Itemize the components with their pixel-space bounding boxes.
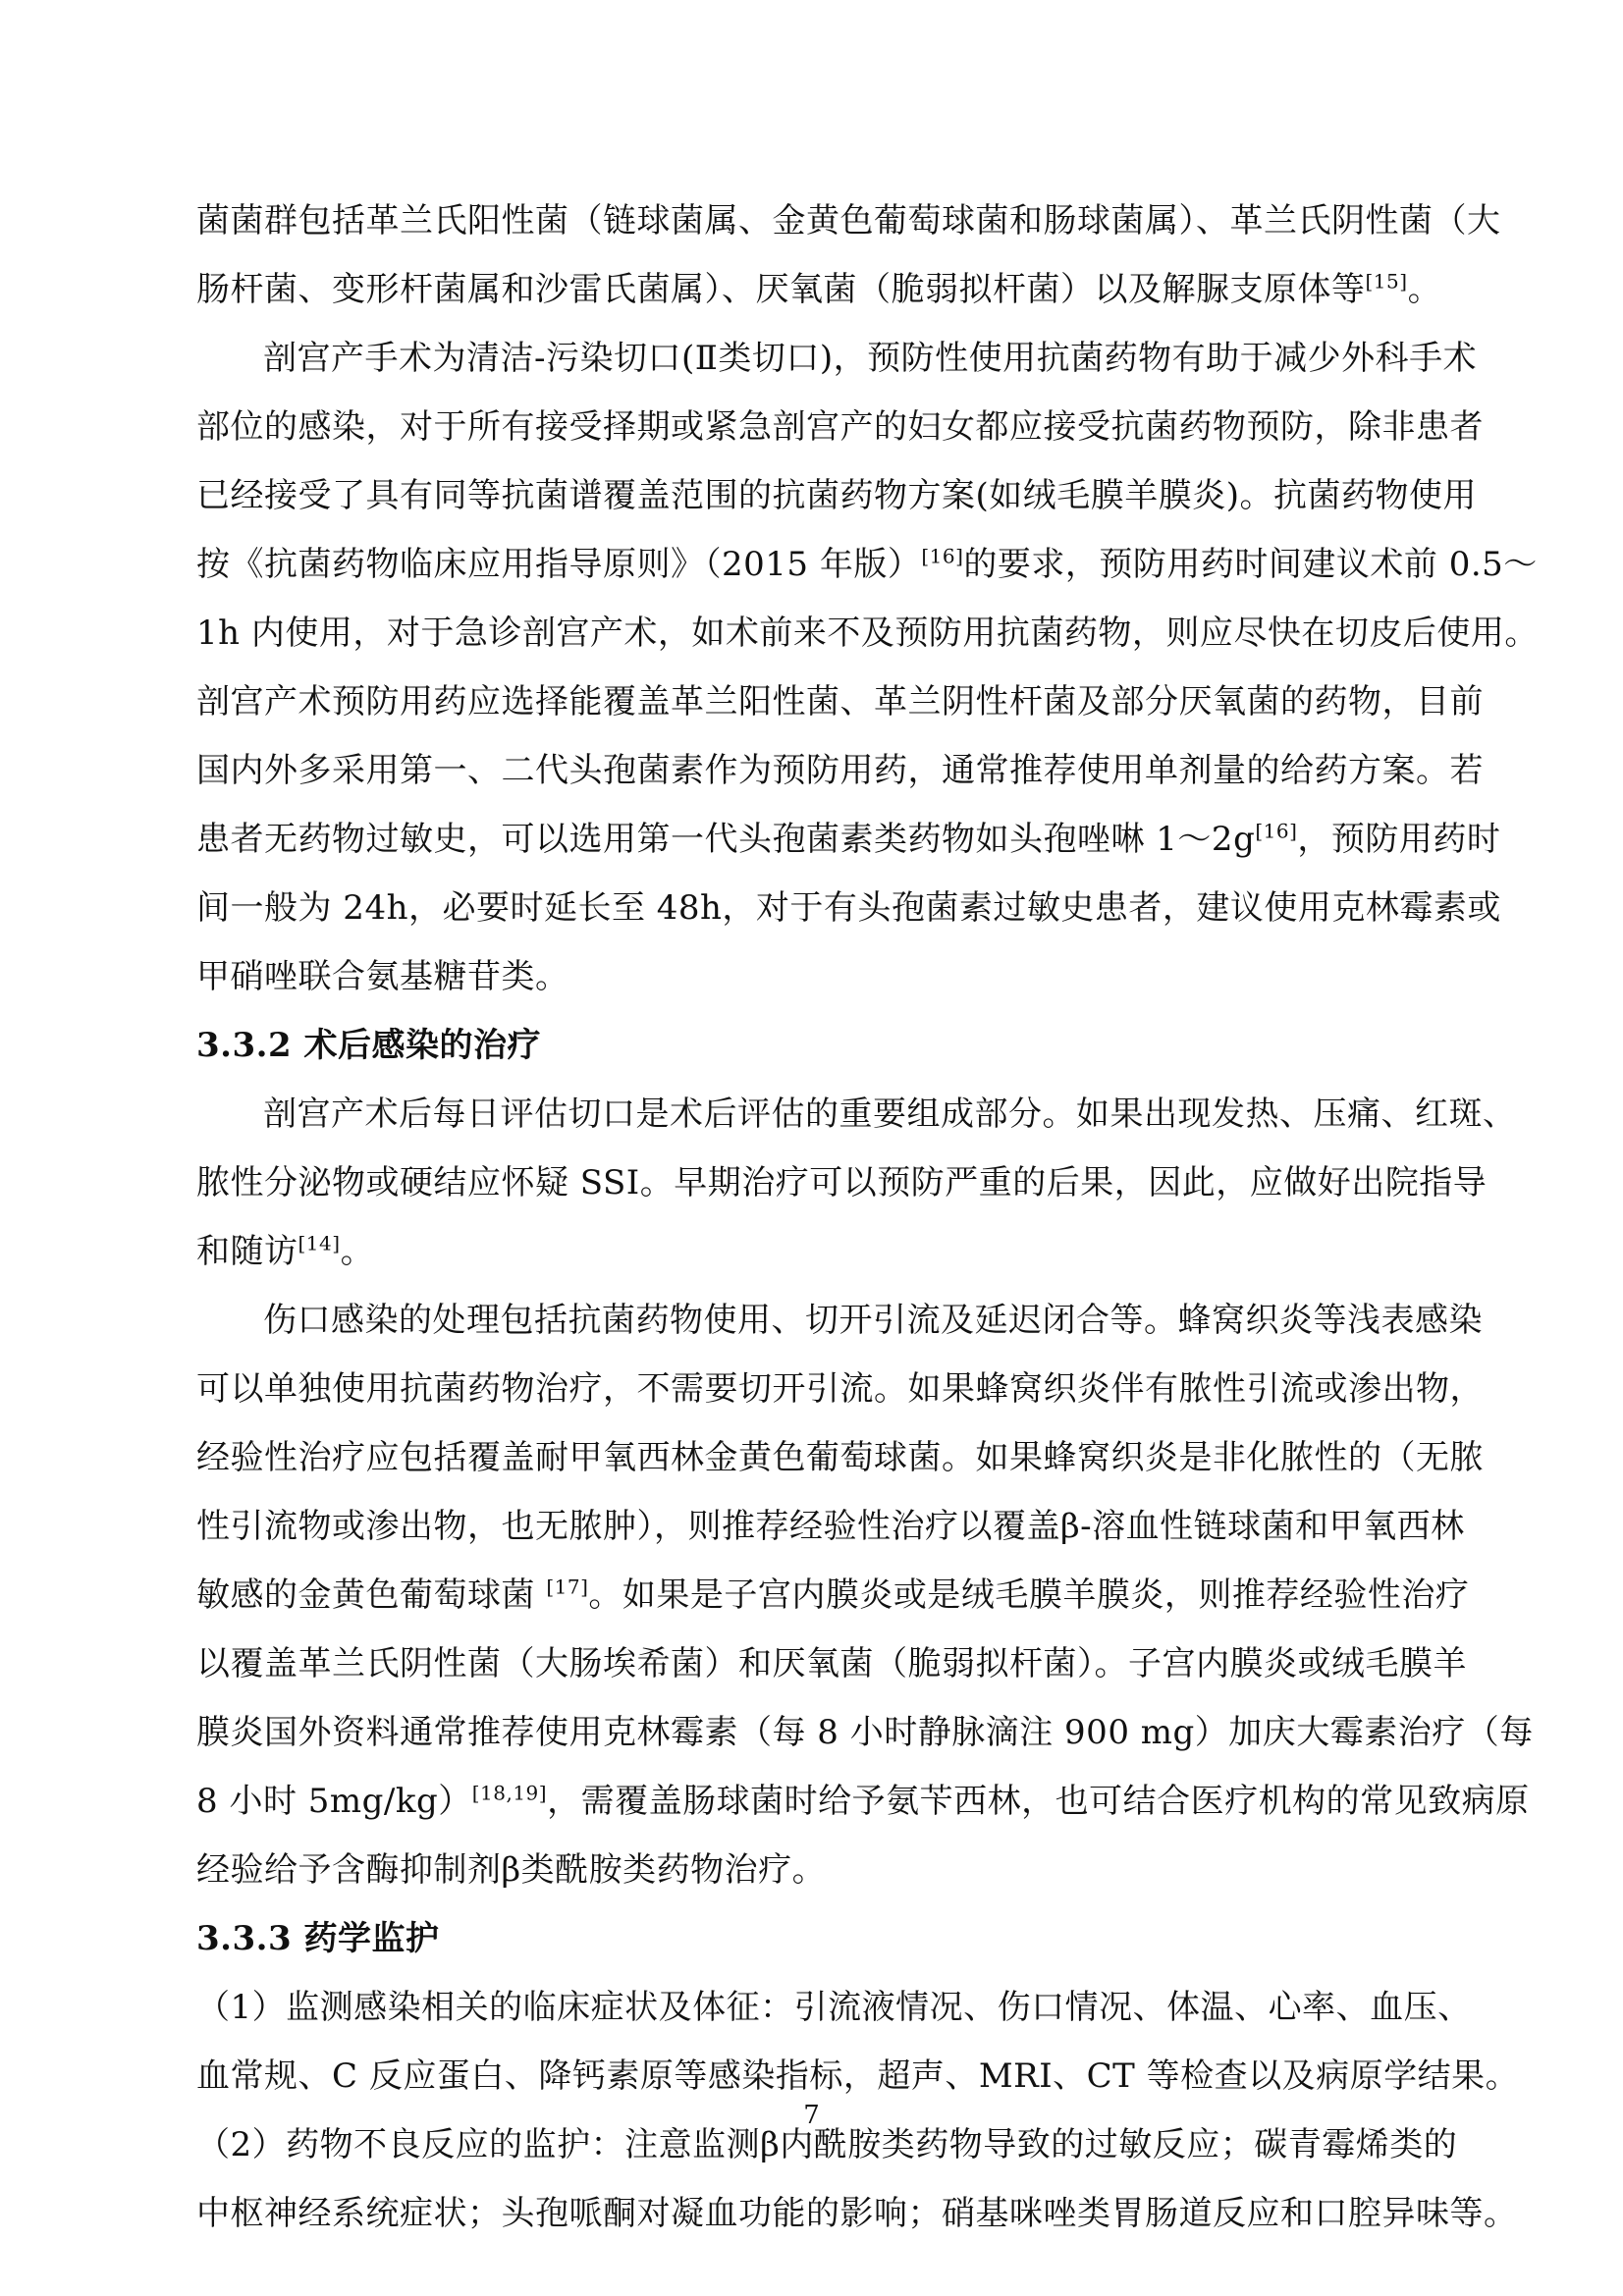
citation-superscript: [16] xyxy=(921,544,964,568)
text-line xyxy=(196,1973,1472,2042)
line-text: 剖宫产术后每日评估切口是术后评估的重要组成部分。如果出现发热、压痛、红斑、 xyxy=(263,1095,1517,1134)
text-line xyxy=(196,1080,1517,1148)
paragraph-2 xyxy=(196,324,1539,1011)
section-heading-3-3-3: 3.3.3 药学监护 xyxy=(196,1919,440,1958)
text-line xyxy=(196,942,1427,1011)
text-line xyxy=(196,599,1539,667)
text-line xyxy=(196,1286,1483,1355)
document-body xyxy=(196,187,1539,2248)
citation-superscript: [17] xyxy=(546,1575,589,1599)
text-line xyxy=(196,1629,1467,1698)
line-text: （2）药物不良反应的监护：注意监测β内酰胺类药物导致的过敏反应；碳青霉烯类的 xyxy=(196,2125,1458,2164)
text-line xyxy=(196,393,1484,461)
line-text: 可以单独使用抗菌药物治疗，不需要切开引流。如果蜂窝织炎伴有脓性引流或渗出物， xyxy=(196,1369,1484,1409)
text-line xyxy=(196,1836,1427,1904)
text-line xyxy=(196,187,1501,255)
text-line xyxy=(196,667,1484,736)
line-text: 部位的感染，对于所有接受择期或紧急剖宫产的妇女都应接受抗菌药物预防，除非患者 xyxy=(196,407,1484,447)
citation-superscript: [16] xyxy=(1255,819,1298,843)
paragraph-4 xyxy=(196,1286,1534,1904)
citation-superscript: [15] xyxy=(1365,269,1408,294)
text-line xyxy=(196,2179,1518,2248)
text-line xyxy=(196,1561,1470,1629)
text-line xyxy=(196,1423,1484,1492)
line-text: 经验给予含酶抑制剂β类酰胺类药物治疗。 xyxy=(196,1850,827,1890)
line-text: 已经接受了具有同等抗菌谱覆盖范围的抗菌药物方案(如绒毛膜羊膜炎)。抗菌药物使用 xyxy=(196,476,1478,515)
line-text: 伤口感染的处理包括抗菌药物使用、切开引流及延迟闭合等。蜂窝织炎等浅表感染 xyxy=(263,1301,1483,1340)
line-text: 经验性治疗应包括覆盖耐甲氧西林金黄色葡萄球菌。如果蜂窝织炎是非化脓性的（无脓 xyxy=(196,1438,1484,1477)
citation-superscript: [14] xyxy=(298,1231,341,1255)
line-text-after-citation: ，预防用药时 xyxy=(1297,820,1501,859)
text-line xyxy=(196,255,1442,324)
line-text-after-citation: 的要求，预防用药时间建议术前 0.5～ xyxy=(963,545,1538,584)
text-line xyxy=(196,530,1538,599)
line-text: 和随访 xyxy=(196,1232,298,1271)
line-text-after-citation: 。 xyxy=(340,1232,375,1271)
text-line xyxy=(196,1492,1465,1561)
text-line xyxy=(196,1767,1530,1836)
text-line xyxy=(196,874,1501,942)
paragraph-3 xyxy=(196,1080,1517,1286)
line-text-after-citation: 。如果是子宫内膜炎或是绒毛膜羊膜炎，则推荐经验性治疗 xyxy=(588,1575,1470,1615)
line-text: 甲硝唑联合氨基糖苷类。 xyxy=(196,957,569,996)
line-text: 剖宫产术预防用药应选择能覆盖革兰阳性菌、革兰阴性杆菌及部分厌氧菌的药物，目前 xyxy=(196,682,1484,721)
line-text: 国内外多采用第一、二代头孢菌素作为预防用药，通常推荐使用单剂量的给药方案。若 xyxy=(196,751,1484,790)
text-line xyxy=(196,1698,1534,1767)
line-text: 性引流物或渗出物，也无脓肿），则推荐经验性治疗以覆盖β-溶血性链球菌和甲氧西林 xyxy=(196,1507,1465,1546)
line-text: 脓性分泌物或硬结应怀疑 SSI。早期治疗可以预防严重的后果，因此，应做好出院指导 xyxy=(196,1163,1488,1202)
text-line xyxy=(196,461,1478,530)
line-text: 按《抗菌药物临床应用指导原则》（2015 年版） xyxy=(196,545,922,584)
line-text: 患者无药物过敏史，可以选用第一代头孢菌素类药物如头孢唑啉 1～2g xyxy=(196,820,1256,859)
page-number: 7 xyxy=(803,2101,820,2130)
line-text: 剖宫产手术为清洁-污染切口(Ⅱ类切口)，预防性使用抗菌药物有助于减少外科手术 xyxy=(263,339,1478,378)
line-text: 菌菌群包括革兰氏阳性菌（链球菌属、金黄色葡萄球菌和肠球菌属）、革兰氏阴性菌（大 xyxy=(196,201,1501,240)
text-line xyxy=(196,1217,1427,1286)
citation-superscript: [18,19] xyxy=(471,1781,548,1805)
line-text: 敏感的金黄色葡萄球菌 xyxy=(196,1575,547,1615)
line-text: 以覆盖革兰氏阴性菌（大肠埃希菌）和厌氧菌（脆弱拟杆菌）。子宫内膜炎或绒毛膜羊 xyxy=(196,1644,1467,1683)
section-heading-3-3-2: 3.3.2 术后感染的治疗 xyxy=(196,1026,541,1065)
paragraph-1 xyxy=(196,187,1501,324)
line-text: 肠杆菌、变形杆菌属和沙雷氏菌属）、厌氧菌（脆弱拟杆菌）以及解脲支原体等 xyxy=(196,270,1366,309)
line-text: 间一般为 24h，必要时延长至 48h，对于有头孢菌素过敏史患者，建议使用克林霉素或 xyxy=(196,888,1501,928)
text-line xyxy=(196,1148,1488,1217)
line-text-after-citation: ，需覆盖肠球菌时给予氨苄西林，也可结合医疗机构的常见致病原 xyxy=(547,1782,1530,1821)
line-text: 1h 内使用，对于急诊剖宫产术，如术前来不及预防用抗菌药物，则应尽快在切皮后使用。 xyxy=(196,614,1539,653)
text-line xyxy=(196,736,1484,805)
line-text: 膜炎国外资料通常推荐使用克林霉素（每 8 小时静脉滴注 900 mg）加庆大霉素治疗（每 xyxy=(196,1713,1534,1752)
text-line xyxy=(196,805,1501,874)
text-line xyxy=(196,1355,1484,1423)
line-text-after-citation: 。 xyxy=(1407,270,1442,309)
line-text: （1）监测感染相关的临床症状及体征：引流液情况、伤口情况、体温、心率、血压、 xyxy=(196,1988,1472,2027)
line-text: 8 小时 5mg/kg） xyxy=(196,1782,472,1821)
line-text: 中枢神经系统症状；头孢哌酮对凝血功能的影响；硝基咪唑类胃肠道反应和口腔异味等。 xyxy=(196,2194,1518,2233)
line-text: 血常规、C 反应蛋白、降钙素原等感染指标，超声、MRI、CT 等检查以及病原学结果。 xyxy=(196,2056,1520,2096)
text-line xyxy=(196,324,1478,393)
